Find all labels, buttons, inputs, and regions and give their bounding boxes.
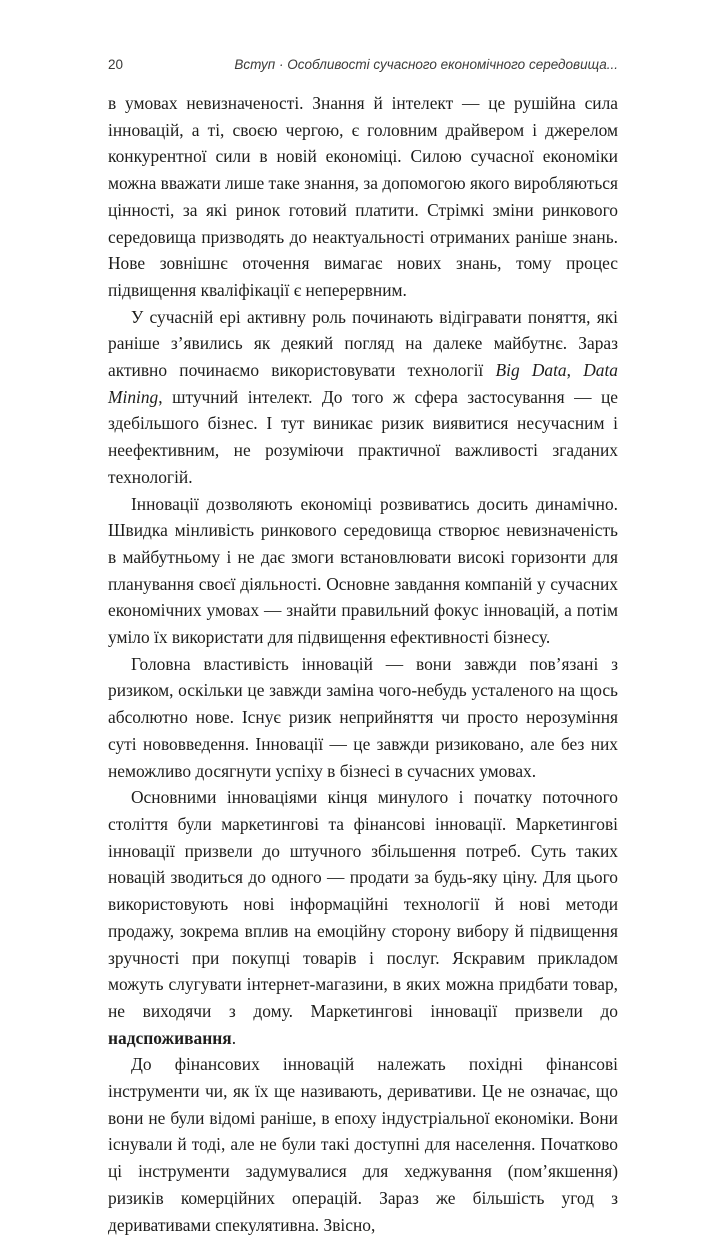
term-big-data: Big Data — [495, 360, 567, 381]
paragraph-5-end: . — [231, 1027, 237, 1048]
paragraph-5-text: Основними інноваціями кінця минулого і початку поточного століття були маркетингові та фінансові інновації. Маркетингові інновації призвели до штучного збільшення потреб. Суть таких новацій зводиться до одного — продати за будь-яку ціну. Для цього використовують нові інформаційні технології й нові методи продажу, зокрема вплив на емоційну сторону вибору й підвищення зручності при покупці товарів і послуг. Яскравим прикладом можуть слугувати інтернет-магазини, в яких можна придбати товар, не виходячи з дому. Маркетингові інновації призвели до — [108, 787, 618, 1021]
term-separator: , — [566, 360, 584, 381]
paragraph-2-text-start: У сучасній ері активну роль починають відігравати поняття, які раніше з’явились як деякий погляд на далеке майбутнє. Зараз активно починаємо використовувати технології — [108, 306, 618, 381]
running-head — [108, 57, 618, 77]
paragraph-2 — [108, 304, 618, 491]
bold-term-overconsumption: надспоживання — [108, 1027, 232, 1048]
paragraph-5 — [108, 784, 618, 1051]
paragraph-3-text: Інновації дозволяють економіці розвиватись досить динамічно. Швидка мінливість ринкового середовища створює невизначеність в майбутньому і не дає змоги встановлювати високі горизонти для планування своєї діяльності. Основне завдання компаній у сучасних економічних умовах — знайти правильний фокус інновацій, а потім уміло їх використати для підвищення ефективності бізнесу. — [108, 493, 618, 648]
term-data-mining: Data Mining — [108, 360, 618, 407]
paragraph-2-text-end: , штучний інтелект. До того ж сфера застосування — це здебільшого бізнес. І тут виникає ризик виявитися несучасним і неефективним, не розуміючи практичної важливості згаданих технологій. — [108, 386, 618, 487]
paragraph-3 — [108, 491, 618, 651]
page-number: 20 — [108, 57, 124, 72]
paragraph-4-text: Головна властивість інновацій — вони завжди пов’язані з ризиком, оскільки це завжди заміна чого-небудь усталеного на щось абсолютно нове. Існує ризик неприйняття чи просто нерозуміння суті нововведення. Інновації — це завжди ризиковано, але без них неможливо досягнути успіху в бізнесі в сучасних умовах. — [108, 653, 618, 781]
paragraph-1-text: в умовах невизначеності. Знання й інтелект — це рушійна сила інновацій, а ті, своєю чергою, є головним драйвером і джерелом конкурентної сили в новій економіці. Силою сучасної економіки можна вважати лише таке знання, за допомогою якого виробляються цінності, за які ринок готовий платити. Стрімкі зміни ринкового середовища призводять до неактуальності отриманих раніше знань. Нове зовнішнє оточення вимагає нових знань, тому процес підвищення кваліфікації є неперервним. — [108, 93, 618, 300]
paragraph-6-text: До фінансових інновацій належать похідні фінансові інструменти чи, як їх ще називають, деривативи. Це не означає, що вони не були відомі раніше, в епоху індустріальної економіки. Вони існували й тоді, але не були такі доступні для населення. Початково ці інструменти задумувалися для хеджування (пом’якшення) ризиків комерційних операцій. Зараз же більшість угод з деривативами спекулятивна. Звісно, — [108, 1054, 618, 1235]
paragraph-4 — [108, 651, 618, 785]
paragraph-1 — [108, 90, 618, 304]
running-title: Вступ · Особливості сучасного економічного середовища... — [234, 57, 618, 72]
text-body — [108, 90, 618, 1238]
paragraph-6 — [108, 1051, 618, 1238]
